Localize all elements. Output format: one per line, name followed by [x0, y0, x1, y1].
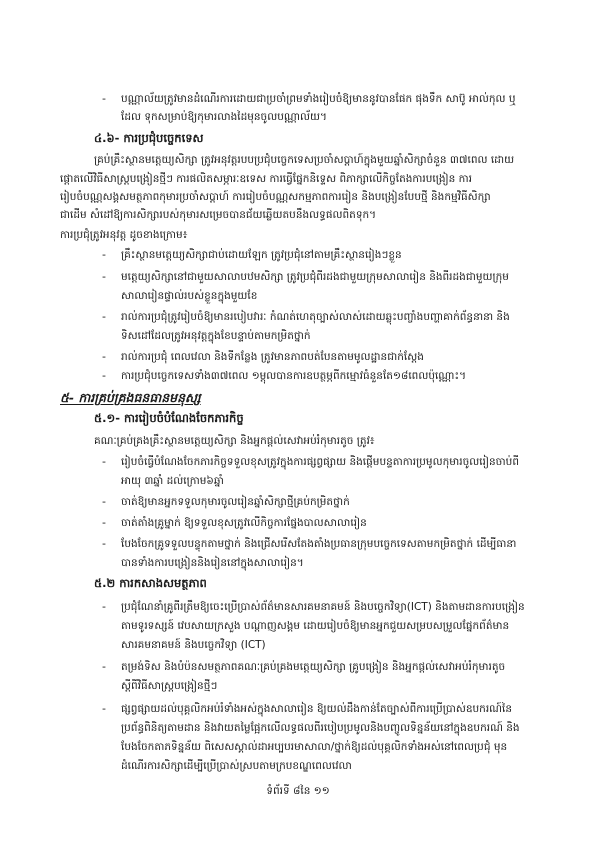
- intro-bullet-line-1: បណ្ណាល័យត្រូវមានដំណើរការដោយជាប្រចាំព្រមទាំងរៀបចំឱ្យមាននូវបានផែក ផុងទឹក សាប៊ូ អាល់កុល ឬ: [121, 93, 516, 105]
- bullet-dash: -: [102, 495, 106, 508]
- intro-bullet-line-2: ដែល ទុកសម្រាប់ឱ្យកុមារលាងដៃមុនចូលបណ្ណាល័យ។: [121, 111, 327, 123]
- section-4-6-bullet-3-line-1: រាល់ការប្រជុំត្រូវរៀបចំឱ្យមានរបៀបវារៈ កំណត់ហេតុច្បាស់លាស់ដោយឆ្លុះបញ្ចាំងបញ្ហាគាក់ព័ន្ធនានា និង: [121, 311, 510, 323]
- section-5-1-bullet-3: ចាត់តាំងគ្រូម្នាក់ ឱ្យទទួលខុសត្រូវលើកិច្ចការផ្នែងបាលសាលារៀន: [121, 517, 367, 529]
- section-5-2-bullet-1-line-2: តាមទូរទស្សន៍ វេបសាយក្រសួង បណ្ដាញសង្គម ដោយរៀបចំឱ្យមានអ្នកជួយសម្របសម្រួលផ្នែកព័ត៌មាន: [121, 620, 510, 632]
- section-4-6-title: ៤.៦- ការប្រជុំបច្ចេកទេស: [94, 131, 204, 145]
- bullet-dash: -: [102, 92, 106, 105]
- section-4-6-bullet-5: ការប្រជុំបច្ចេកទេសទាំង៣៧ពេល ១ម្ដុលបានការឧបត្ថម្ភពីកម្មោវធំនួនតែ១៨ពេលប៉ុណ្ណោះ។: [121, 370, 466, 382]
- section-4-6-bullet-2-line-2: សាលារៀនផ្ទាល់របស់ខ្លួនក្នុងមួយខែ: [121, 290, 258, 302]
- section-5-2-title: ៥.២ ការកសាងសមត្ថភាព: [94, 576, 207, 590]
- bullet-dash: -: [102, 310, 106, 323]
- bullet-dash: -: [102, 455, 106, 468]
- section-4-6-para-line-4: ជាដើម សំដៅឱ្យការសិក្សារបស់កុមារសម្រេចបានជ័យឆ្លើយតបនឹងលទ្ធផលពិតទុក។: [60, 209, 377, 221]
- section-4-6-para-line-3: រៀបចំបណ្ណសង្គសមត្ថភាពកុមារប្រចាំសប្ដាហ៍ ការរៀបចំបណ្ណសកម្មភាពការរៀន និងបង្រៀនបែបថ្មី និងកម្មវិធីសិក្សា: [60, 191, 491, 203]
- page-number-footer: ទំព័រទី ៨នៃ ១១: [266, 785, 330, 797]
- section-5-1-bullet-4-line-2: បានទាំងការបង្រៀននិងរៀននៅក្នុងសាលារៀន។: [121, 557, 304, 569]
- section-5-1-lead: គណៈគ្រប់គ្រងគ្រឹះស្ថានមត្តេយ្យសិក្សា និងអ្នកផ្ដល់សេវាអប់រំកុមារតូច ត្រូវ៖: [94, 435, 375, 447]
- section-5-2-bullet-3-line-1: ផ្សព្វផ្សាយដល់បុគ្គលិកអប់រំទាំងអស់ក្នុងសាលារៀន ឱ្យយល់ដឹងកាន់តែច្បាស់ពីការប្រើប្រាស់ឧបករណ៍នៃ: [121, 703, 512, 715]
- section-4-6-bullet-4: រាល់ការប្រជុំ ពេលវេលា និងទីកន្លែង ត្រូវមានភាពបត់បែនតាមមូលដ្ឋានជាក់ស្ដែង: [121, 351, 424, 363]
- section-5-title: ៥- ការគ្រប់គ្រងធនធានមនុស្ស: [60, 390, 201, 405]
- bullet-dash: -: [102, 369, 106, 382]
- section-5-1-bullet-1-line-1: រៀបចំធ្វើបំណែងចែកភារកិច្ចទទួលខុសត្រូវក្នុងការផ្សព្វផ្សាយ និងផ្ដើមបន្ទតាការប្រមូលកុមារចូលរៀនចាប់ពី: [121, 456, 520, 468]
- section-4-6-para-line-1: គ្រប់គ្រឹះស្ថានមត្តេយ្យសិក្សា ត្រូវអនុវត្តរបបប្រជុំបច្ចេកទេសប្រចាំសប្ដាហ៍ក្នុងមួយឆ្នាំសិក្សាចំនួន ៣៧ពេល ដោយ: [94, 154, 515, 166]
- section-4-6-bullet-3-line-2: ទិសដៅដែលត្រូវអនុវត្តក្នុងខែបន្ទាប់តាមកម្រិតថ្នាក់: [121, 330, 311, 342]
- section-5-1-bullet-1-line-2: អាយុ ៣ឆ្នាំ ដល់ក្រោម៦ឆ្នាំ: [121, 475, 224, 487]
- section-4-6-para-line-2: ផ្ដោតលើវិធីសាស្ត្របង្រៀនថ្មីៗ ការផលិតសម្ភារៈឧទេស ការធ្វើផ្នែកនិទ្ទេស ពិភាក្សាលើកិច្ចតែងការបង្រៀន ការ: [60, 173, 472, 185]
- bullet-dash: -: [102, 516, 106, 529]
- section-5-2-bullet-2-line-1: តម្រង់ទិស និងបំប៉នសមត្ថភាពគណៈគ្រប់គ្រងមត្តេយ្យសិក្សា គ្រូបង្រៀន និងអ្នកផ្ដល់សេវាអប់រំកុមារតូច: [121, 661, 506, 673]
- section-5-1-bullet-4-line-1: បែងចែកគ្រូទទួលបន្ទុកតាមថ្នាក់ និងជ្រើសរើសតែងតាំងប្រធានក្រុមបច្ចេកទេសតាមកម្រិតថ្នាក់ ដើម្បីធានា: [121, 538, 517, 550]
- section-5-2-bullet-3-line-3: បែងចែកតាភទិន្នន័យ ពិសេសស្គាល់ដាអប្បបរមាសាលា/ថ្នាក់ឱ្យដល់បុគ្គលិកទាំងអស់នៅពេលប្រជុំ មុន: [121, 741, 508, 753]
- bullet-dash: -: [102, 660, 106, 673]
- section-5-1-bullet-2: ចាត់ឱ្យមានអ្នកទទួលកុមារចូលរៀនឆ្នាំសិក្សាថ្មីគ្រប់កម្រិតថ្នាក់: [121, 496, 350, 508]
- bullet-dash: -: [102, 350, 106, 363]
- bullet-dash: -: [102, 702, 106, 715]
- bullet-dash: -: [102, 248, 106, 261]
- section-5-2-bullet-1-line-1: ប្រជុំណែនាំគ្រូពីរត្រឹមឱ្យចេះប្រើប្រាស់ព័ត៌មានសារគមនាគមន៍ និងបច្ចេកវិទ្យា(ICT) និងតាមដានការបង្រៀន: [121, 601, 525, 613]
- section-4-6-bullet-2-line-1: មត្តេយ្យសិក្សានៅជាមួយសាលាបឋមសិក្សា ត្រូវប្រជុំពីរដងជាមួយក្រុមសាលារៀន និងពីរដងជាមួយក្រុម: [121, 271, 509, 283]
- section-5-2-bullet-2-line-2: ស្ដីពីវិធីសាស្ត្របង្រៀនថ្មីៗ: [121, 680, 218, 692]
- bullet-dash: -: [102, 270, 106, 283]
- section-5-2-bullet-3-line-2: ប្រព័ន្ធពិនិត្យតាមដាន និងវាយតម្លៃផ្អែកលើលទ្ធផលពីរបៀបប្រមូលនិងបញ្ចូលទិន្នន័យនៅក្នុងឧបករណ៍ និង: [121, 722, 520, 734]
- section-5-2-bullet-1-line-3: សារគមនាគមន៍ និងបច្ចេកវិទ្យា (ICT): [121, 639, 266, 651]
- bullet-dash: -: [102, 600, 106, 613]
- section-4-6-bullet-1: គ្រឹះស្ថានមត្តេយ្យសិក្សាជាប់ដោយឡែក ត្រូវប្រជុំនៅតាមគ្រឹះស្ថានរៀងៗខ្លួន: [121, 249, 402, 261]
- bullet-dash: -: [102, 537, 106, 550]
- section-4-6-lead: ការប្រជុំត្រូវអនុវត្ត ដូចខាងក្រោម៖: [60, 229, 188, 241]
- section-5-1-title: ៥.១- ការរៀបចំបំណែងចែកភារកិច្ច: [94, 411, 244, 425]
- section-5-2-bullet-3-line-4: ដំណើរការសិក្សាដើម្បីប្រើប្រាស់ស្របតាមក្របខណ្ឌពេលវេលា: [121, 760, 352, 772]
